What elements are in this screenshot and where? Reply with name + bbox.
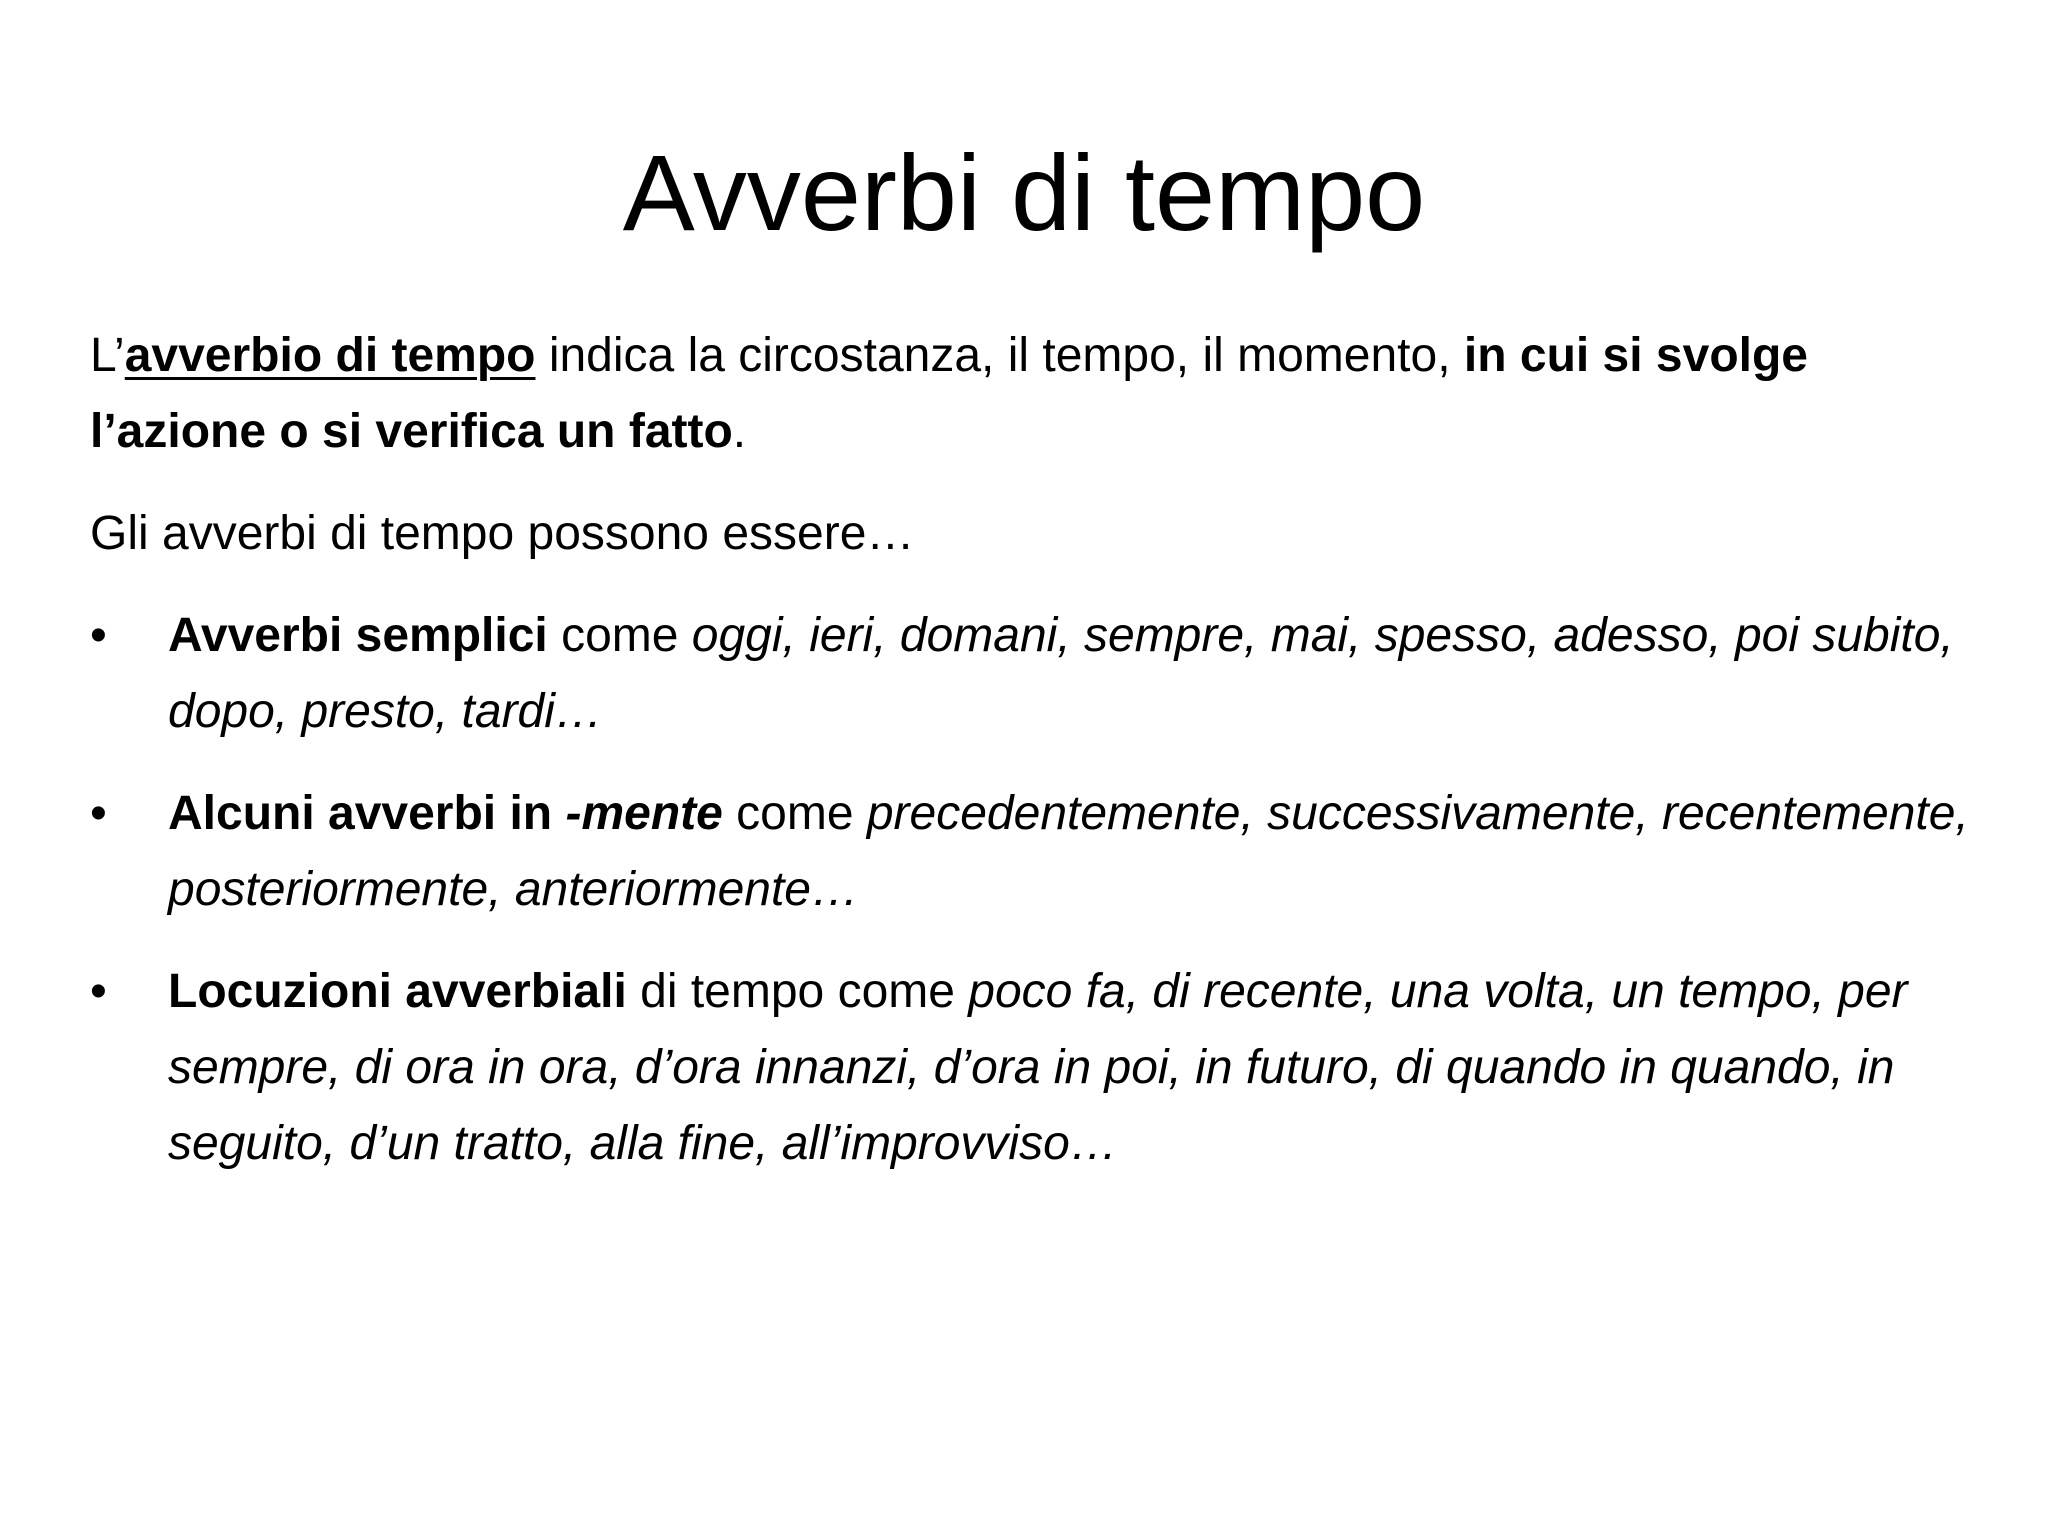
slide-content bbox=[90, 318, 1990, 1208]
bullet-dot-icon: • bbox=[90, 787, 107, 840]
bullet-item-locuzioni bbox=[90, 954, 1990, 1182]
bullet-connector: di tempo come bbox=[626, 965, 969, 1018]
bullet-heading: Alcuni avverbi in bbox=[168, 787, 566, 840]
bullet-heading-suffix: -mente bbox=[565, 787, 723, 840]
bullet-item-simple bbox=[90, 598, 1990, 750]
intro-paragraph bbox=[90, 318, 1990, 470]
bullet-examples: oggi, ieri, domani, sempre, mai, spesso, adesso, poi subito, dopo, presto, tardi… bbox=[168, 609, 1954, 738]
bullet-examples: precedentemente, successivamente, recentemente, posteriormente, anteriormente… bbox=[168, 787, 1969, 916]
bullet-heading: Avverbi semplici bbox=[168, 609, 548, 662]
intro-term: avverbio di tempo bbox=[124, 329, 536, 382]
bullet-list bbox=[90, 598, 1990, 1182]
bullet-connector: come bbox=[547, 609, 692, 662]
bullet-dot-icon: • bbox=[90, 965, 107, 1018]
intro-prefix: L’ bbox=[90, 329, 125, 382]
intro-emphasis: in cui si svolge l’azione o si verifica un fatto bbox=[90, 329, 1808, 458]
bullet-connector: come bbox=[722, 787, 867, 840]
slide-title: Avverbi di tempo bbox=[622, 132, 1426, 253]
lead-paragraph: Gli avverbi di tempo possono essere… bbox=[90, 507, 915, 560]
bullet-item-mente bbox=[90, 776, 1990, 928]
intro-middle: indica la circostanza, il tempo, il momento, bbox=[535, 329, 1464, 382]
intro-suffix: . bbox=[732, 405, 747, 458]
bullet-dot-icon: • bbox=[90, 609, 107, 662]
bullet-heading: Locuzioni avverbiali bbox=[168, 965, 627, 1018]
bullet-examples: poco fa, di recente, una volta, un tempo, per sempre, di ora in ora, d’ora innanzi, d’ora in poi, in futuro, di quando in quando, in seguito, d’un tratto, alla fine, all’improvviso… bbox=[168, 965, 1908, 1170]
